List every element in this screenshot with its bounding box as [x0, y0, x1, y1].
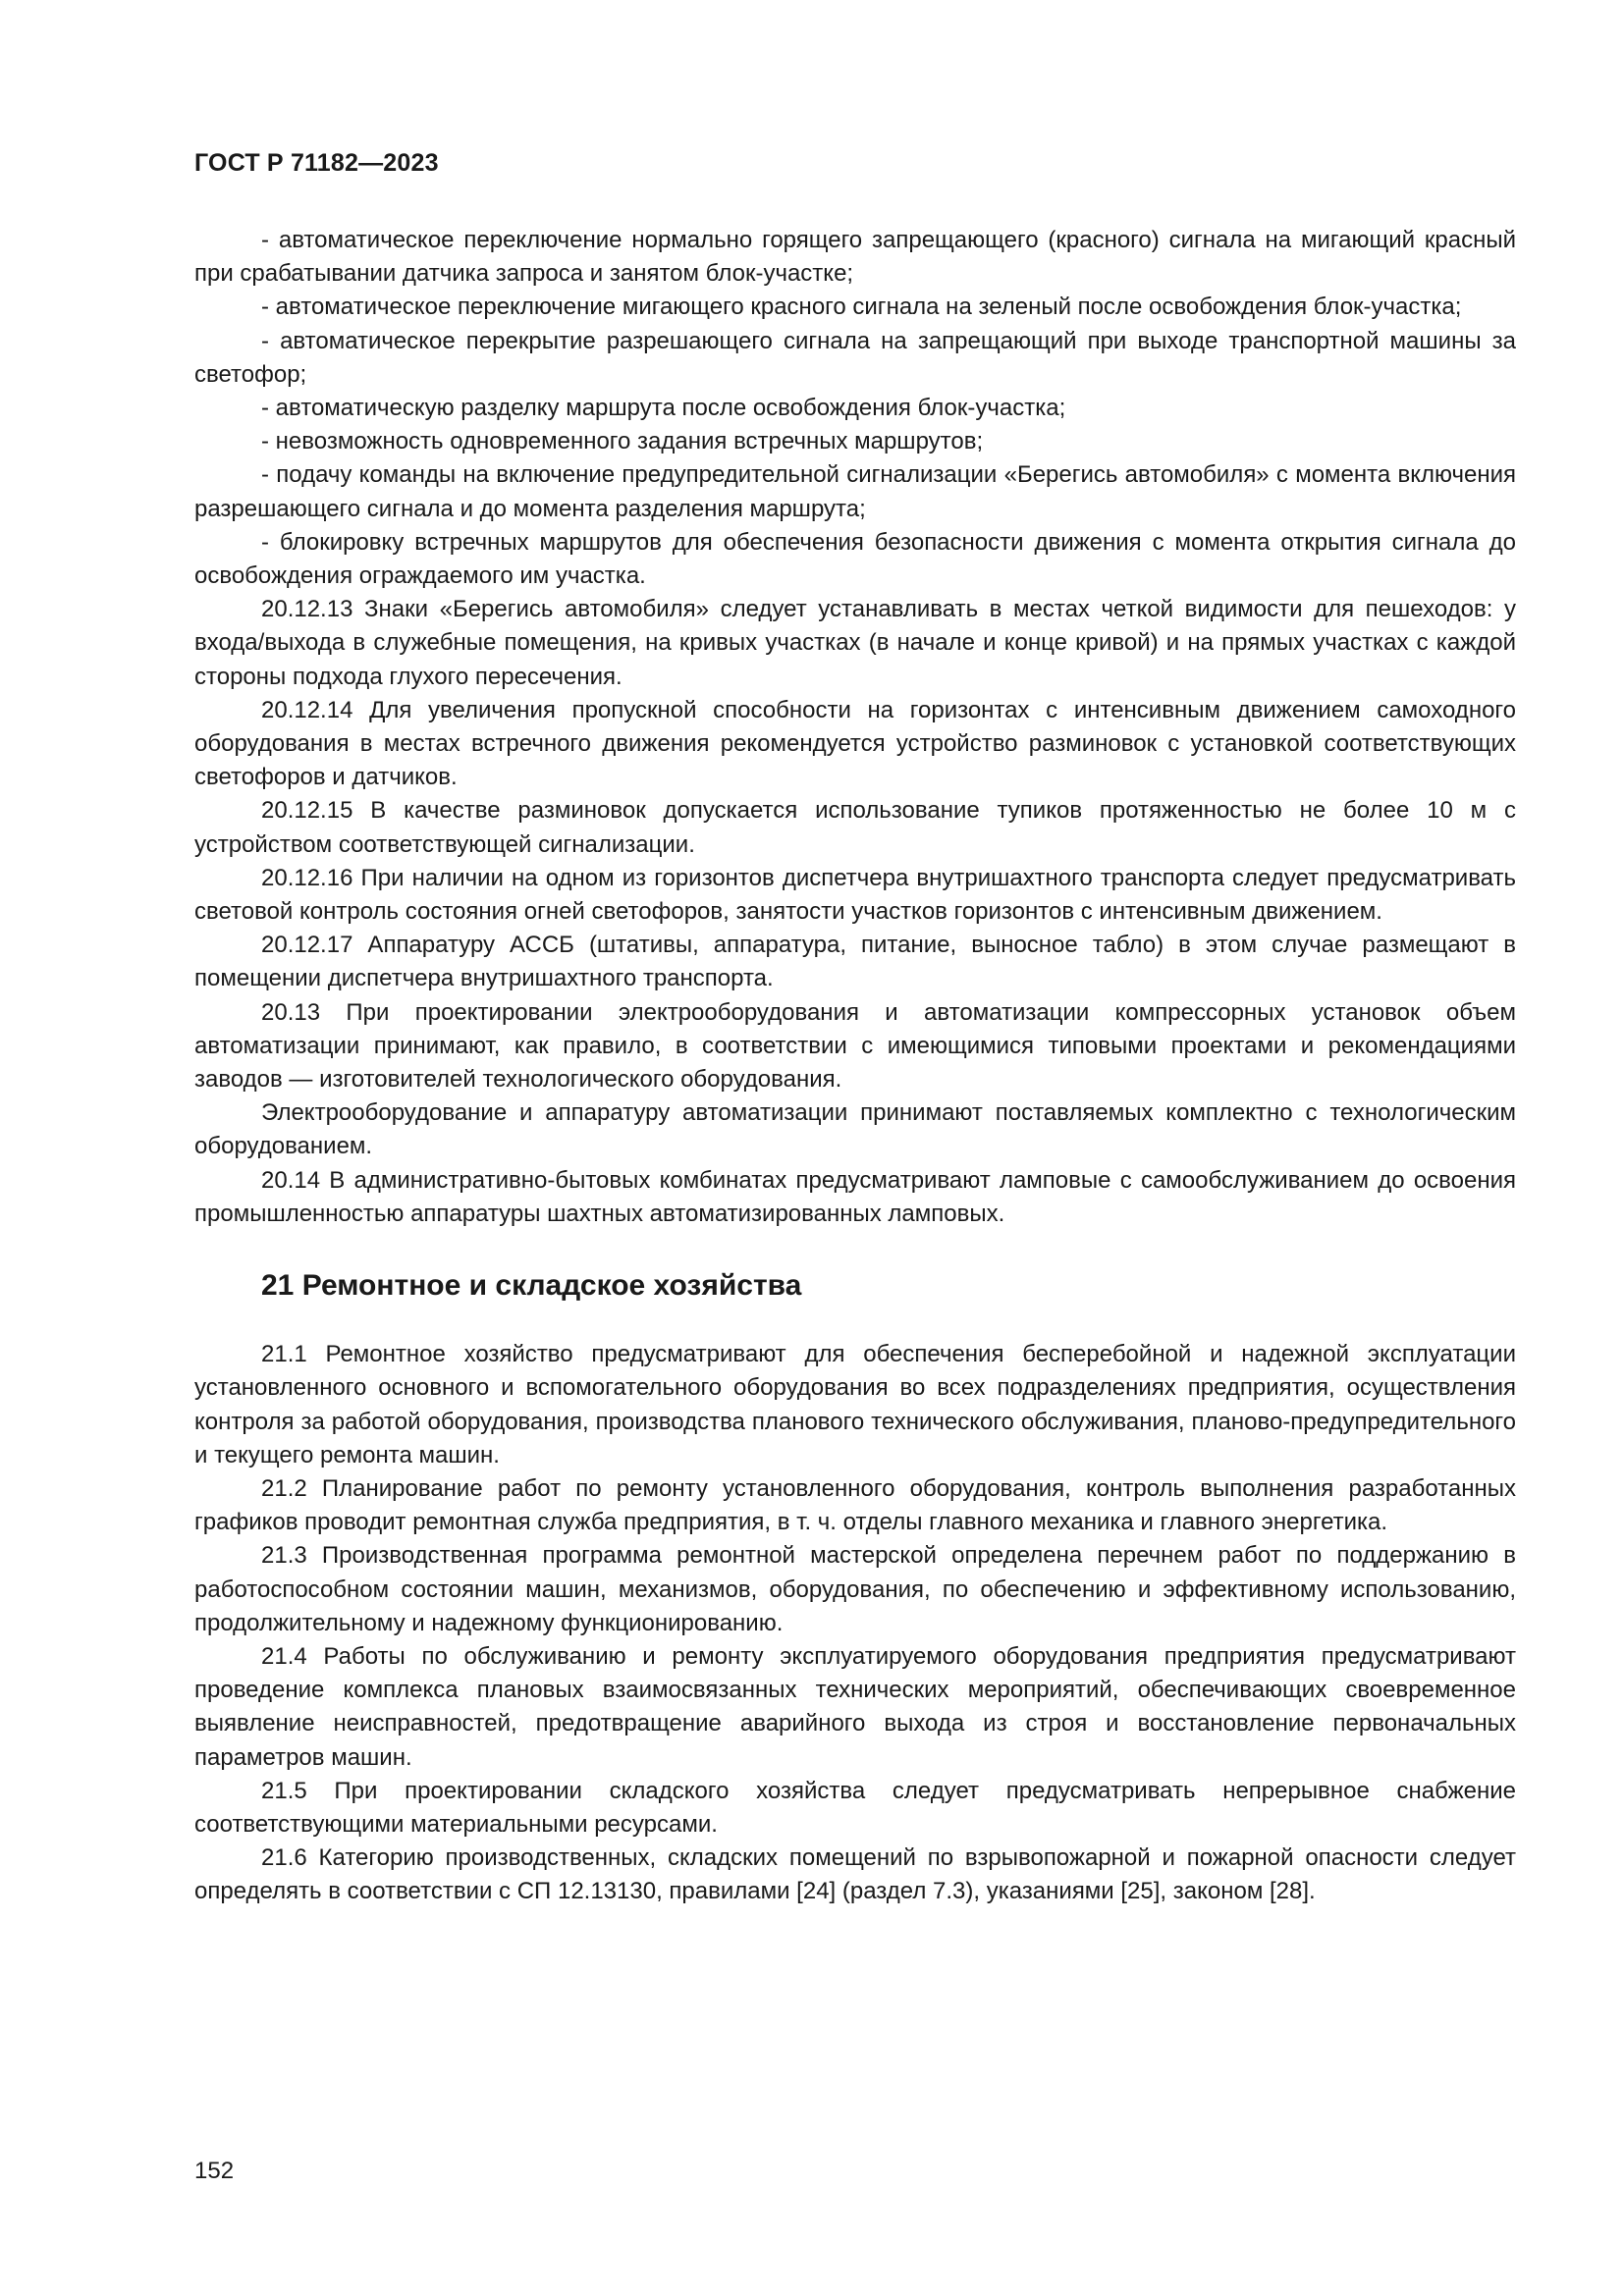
paragraph-20-12-16: 20.12.16 При наличии на одном из горизонтов диспетчера внутришахтного транспорта следует предусматривать световой контроль состояния огней светофоров, занятости участков горизонтов с интенсивным движением. — [194, 864, 1516, 926]
paragraph-21-5: 21.5 При проектировании складского хозяйства следует предусматривать непрерывное снабжение соответствующими материальными ресурсами. — [194, 1777, 1516, 1838]
paragraph-20-12-17: 20.12.17 Аппаратуру АССБ (штативы, аппаратура, питание, выносное табло) в этом случае размещают в помещении диспетчера внутришахтного транспорта. — [194, 932, 1516, 992]
paragraph-20-13-continued: Электрооборудование и аппаратуру автоматизации принимают поставляемых комплектно с технологическим оборудованием. — [194, 1099, 1516, 1160]
page-number: 152 — [194, 2158, 235, 2184]
list-item: - подачу команды на включение предупредительной сигнализации «Берегись автомобиля» с момента включения разрешающего сигнала и до момента разделения маршрута; — [194, 461, 1516, 522]
list-item: - автоматическое перекрытие разрешающего сигнала на запрещающий при выходе транспортной машины за светофор; — [194, 327, 1516, 388]
section-heading: 21 Ремонтное и складское хозяйства — [261, 1269, 802, 1303]
document-body — [194, 224, 1516, 1909]
paragraph-21-6: 21.6 Категорию производственных, складских помещений по взрывопожарной и пожарной опасности следует определять в соответствии с СП 12.13130, правилами [24] (раздел 7.3), указаниями [25], законом [28]. — [194, 1844, 1516, 1905]
list-item: - автоматическую разделку маршрута после освобождения блок-участка; — [261, 395, 1066, 422]
paragraph-21-3: 21.3 Производственная программа ремонтной мастерской определена перечнем работ по поддержанию в работоспособном состоянии машин, механизмов, оборудования, по обеспечению и эффективному использованию, продолжительному и надежному функционированию. — [194, 1542, 1516, 1636]
list-item: - блокировку встречных маршрутов для обеспечения безопасности движения с момента открытия сигнала до освобождения ограждаемого им участка. — [194, 528, 1516, 590]
document-header: ГОСТ Р 71182—2023 — [194, 149, 439, 177]
paragraph-21-1: 21.1 Ремонтное хозяйство предусматривают для обеспечения бесперебойной и надежной эксплуатации установленного основного и вспомогательного оборудования во всех подразделениях предприятия, осуществления контроля за работой оборудования, производства планового технического обслуживания, планово-предупредительного и текущего ремонта машин. — [194, 1341, 1516, 1468]
paragraph-20-12-13: 20.12.13 Знаки «Берегись автомобиля» следует устанавливать в местах четкой видимости для пешеходов: у входа/выхода в служебные помещения, на кривых участках (в начале и конце кривой) и на прямых участках с каждой стороны подхода глухого пересечения. — [194, 596, 1516, 690]
paragraph-20-12-14: 20.12.14 Для увеличения пропускной способности на горизонтах с интенсивным движением самоходного оборудования в местах встречного движения рекомендуется устройство разминовок с установкой соответствующих светофоров и датчиков. — [194, 696, 1516, 791]
paragraph-21-4: 21.4 Работы по обслуживанию и ремонту эксплуатируемого оборудования предприятия предусматривают проведение комплекса плановых взаимосвязанных технических мероприятий, обеспечивающих своевременное выявление неисправностей, предотвращение аварийного выхода из строя и восстановление первоначальных параметров машин. — [194, 1642, 1516, 1771]
paragraph-20-14: 20.14 В административно-бытовых комбинатах предусматривают ламповые с самообслуживанием до освоения промышленностью аппаратуры шахтных автоматизированных ламповых. — [194, 1166, 1516, 1227]
list-item: - невозможность одновременного задания встречных маршрутов; — [261, 428, 984, 455]
list-item: - автоматическое переключение мигающего красного сигнала на зеленый после освобождения блок-участка; — [261, 294, 1462, 321]
paragraph-21-2: 21.2 Планирование работ по ремонту установленного оборудования, контроль выполнения разработанных графиков проводит ремонтная служба предприятия, в т. ч. отделы главного механика и главного энергетика. — [194, 1474, 1516, 1536]
paragraph-20-13: 20.13 При проектировании электрооборудования и автоматизации компрессорных установок объем автоматизации принимают, как правило, в соответствии с имеющимися типовыми проектами и рекомендациями заводов — изготовителей технологического оборудования. — [194, 998, 1516, 1094]
list-item: - автоматическое переключение нормально горящего запрещающего (красного) сигнала на мигающий красный при срабатывании датчика запроса и занятом блок-участке; — [194, 227, 1516, 288]
paragraph-20-12-15: 20.12.15 В качестве разминовок допускается использование тупиков протяженностью не более 10 м с устройством соответствующей сигнализации. — [194, 797, 1516, 858]
